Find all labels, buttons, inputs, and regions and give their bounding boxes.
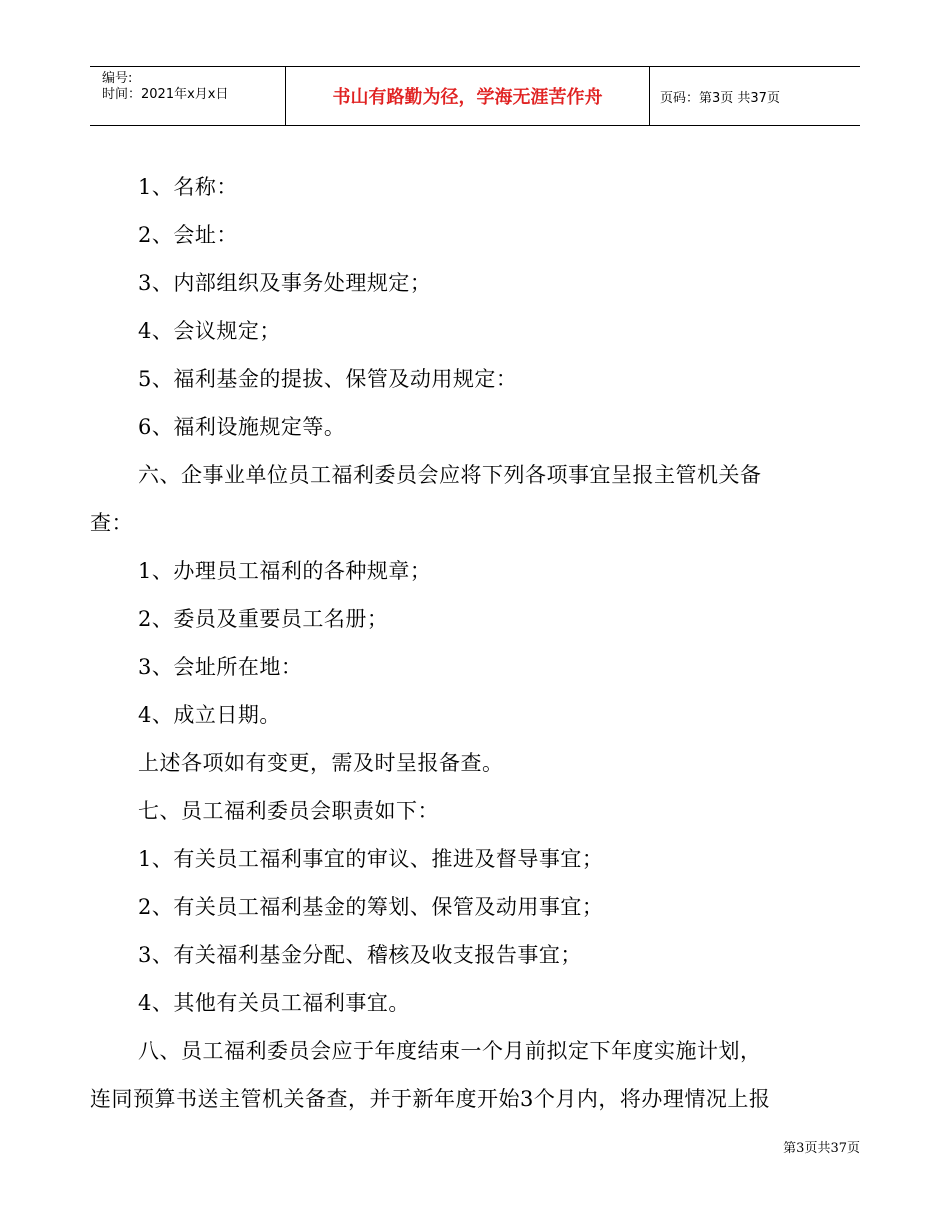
paragraph-line: 4、其他有关员工福利事宜。 <box>138 991 410 1015</box>
paragraph-line: 1、有关员工福利事宜的审议、推进及督导事宜； <box>138 847 604 871</box>
paragraph-line: 2、有关员工福利基金的筹划、保管及动用事宜； <box>138 895 604 919</box>
paragraph-line: 4、会议规定； <box>138 319 281 343</box>
header-motto: 书山有路勤为径，学海无涯苦作舟 <box>286 67 650 125</box>
paragraph-line: 1、办理员工福利的各种规章； <box>138 559 432 583</box>
paragraph-line: 3、有关福利基金分配、稽核及收支报告事宜； <box>138 943 582 967</box>
paragraph-line: 上述各项如有变更，需及时呈报备查。 <box>138 751 504 775</box>
paragraph-line: 七、员工福利委员会职责如下： <box>138 799 439 823</box>
paragraph-line: 6、福利设施规定等。 <box>138 415 346 439</box>
paragraph-line: 3、会址所在地： <box>138 655 303 679</box>
paragraph-line: 查： <box>90 511 133 535</box>
document-body <box>90 163 860 1123</box>
paragraph-line: 连同预算书送主管机关备查，并于新年度开始3个月内，将办理情况上报 <box>90 1087 771 1111</box>
header-page-info: 页码：第3页 共37页 <box>660 90 780 106</box>
paragraph-line: 2、会址： <box>138 223 238 247</box>
paragraph-line: 六、企事业单位员工福利委员会应将下列各项事宜呈报主管机关备 <box>138 463 762 487</box>
header-meta <box>90 67 286 125</box>
page-header <box>90 66 860 126</box>
paragraph-line: 1、名称： <box>138 175 238 199</box>
paragraph-line: 2、委员及重要员工名册； <box>138 607 389 631</box>
paragraph-line: 3、内部组织及事务处理规定； <box>138 271 432 295</box>
document-date: 时间：2021年x月x日 <box>102 87 229 102</box>
paragraph-line: 4、成立日期。 <box>138 703 281 727</box>
document-number-label: 编号: <box>102 71 133 86</box>
paragraph-line: 八、员工福利委员会应于年度结束一个月前拟定下年度实施计划， <box>138 1039 762 1063</box>
paragraph-line: 5、福利基金的提拔、保管及动用规定： <box>138 367 518 391</box>
page-footer: 第3页共37页 <box>783 1141 860 1156</box>
